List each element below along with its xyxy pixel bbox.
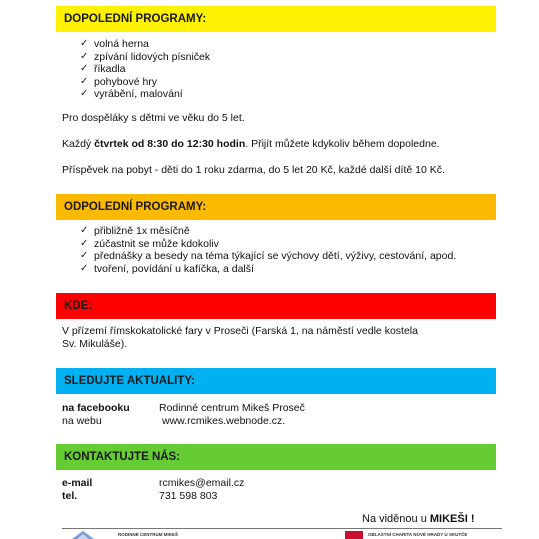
contact-header (56, 444, 496, 470)
mikes-logo-icon (72, 531, 94, 539)
address-line-2: Sv. Mikuláše). (62, 338, 128, 350)
afternoon-programs-header (56, 194, 496, 220)
opening-hours: Každý čtvrtek od 8:30 do 12:30 hodin. Přijít můžete kdykoliv během dopoledne. (62, 138, 440, 150)
checkmark-icon: ✓ (80, 75, 89, 87)
checkmark-icon: ✓ (80, 237, 89, 249)
checkmark-icon: ✓ (80, 63, 89, 74)
afternoon-programs-title: ODPOLEDNÍ PROGRAMY: (64, 201, 207, 213)
list-item: ✓ pohybové hry (80, 75, 158, 88)
fee-note: Příspěvek na pobyt - děti do 1 roku zdarma, do 5 let 20 Kč, každé další dítě 10 Kč. (62, 164, 445, 176)
email-label: e-mail (62, 477, 93, 489)
footer-left-text: RODINNÉ CENTRUM MIKEŠ (118, 532, 179, 537)
facebook-label: na facebooku (62, 402, 130, 414)
list-item: ✓ přednášky a besedy na téma týkající se výchovy dětí, výživy, cestování, apod. (80, 250, 457, 262)
list-item: ✓ volná herna (80, 38, 149, 50)
news-header (56, 368, 496, 394)
list-item: ✓ vyrábění, malování (80, 88, 183, 100)
web-link[interactable]: www.rcmikes.webnode.cz. (162, 415, 286, 427)
afternoon-programs-list (80, 225, 456, 275)
list-item: ✓ zpívání lidových písniček (80, 50, 211, 63)
list-item: ✓ přibližně 1x měsíčně (80, 225, 190, 237)
contact-title: KONTAKTUJTE NÁS: (64, 451, 181, 463)
address-line-1: V přízemí římskokatolické fary v Proseči (Farská 1, na náměstí vedle kostela (62, 325, 418, 337)
where-header (56, 293, 496, 319)
list-item: ✓ tvoření, povídání u kafíčka, a další (80, 262, 254, 275)
age-note: Pro dospěláky s dětmi ve věku do 5 let. (62, 112, 245, 124)
footer-right-text: OBLASTNÍ CHARITA NOVÉ HRADY U SKUTČE (368, 532, 468, 537)
email-link[interactable]: rcmikes@email.cz (159, 477, 245, 489)
morning-programs-list (80, 38, 210, 101)
phone-value: 731 598 803 (159, 490, 218, 502)
checkmark-icon: ✓ (80, 225, 89, 236)
list-item: ✓ zúčastnit se může kdokoliv (80, 237, 219, 250)
morning-programs-title: DOPOLEDNÍ PROGRAMY: (64, 13, 207, 25)
footer-divider (62, 528, 502, 529)
closing-line: Na viděnou u MIKEŠI ! (362, 513, 475, 525)
where-title: KDE: (64, 300, 93, 312)
checkmark-icon: ✓ (80, 262, 89, 274)
morning-programs-header (56, 6, 496, 32)
checkmark-icon: ✓ (80, 50, 89, 62)
checkmark-icon: ✓ (80, 38, 89, 49)
list-item: ✓ říkadla (80, 63, 126, 75)
checkmark-icon: ✓ (80, 88, 89, 99)
web-label: na webu (62, 415, 102, 427)
checkmark-icon: ✓ (80, 250, 89, 261)
phone-label: tel. (62, 490, 78, 502)
charity-logo-icon (345, 531, 363, 539)
news-title: SLEDUJTE AKTUALITY: (64, 375, 195, 387)
facebook-value[interactable]: Rodinné centrum Mikeš Proseč (159, 402, 305, 414)
